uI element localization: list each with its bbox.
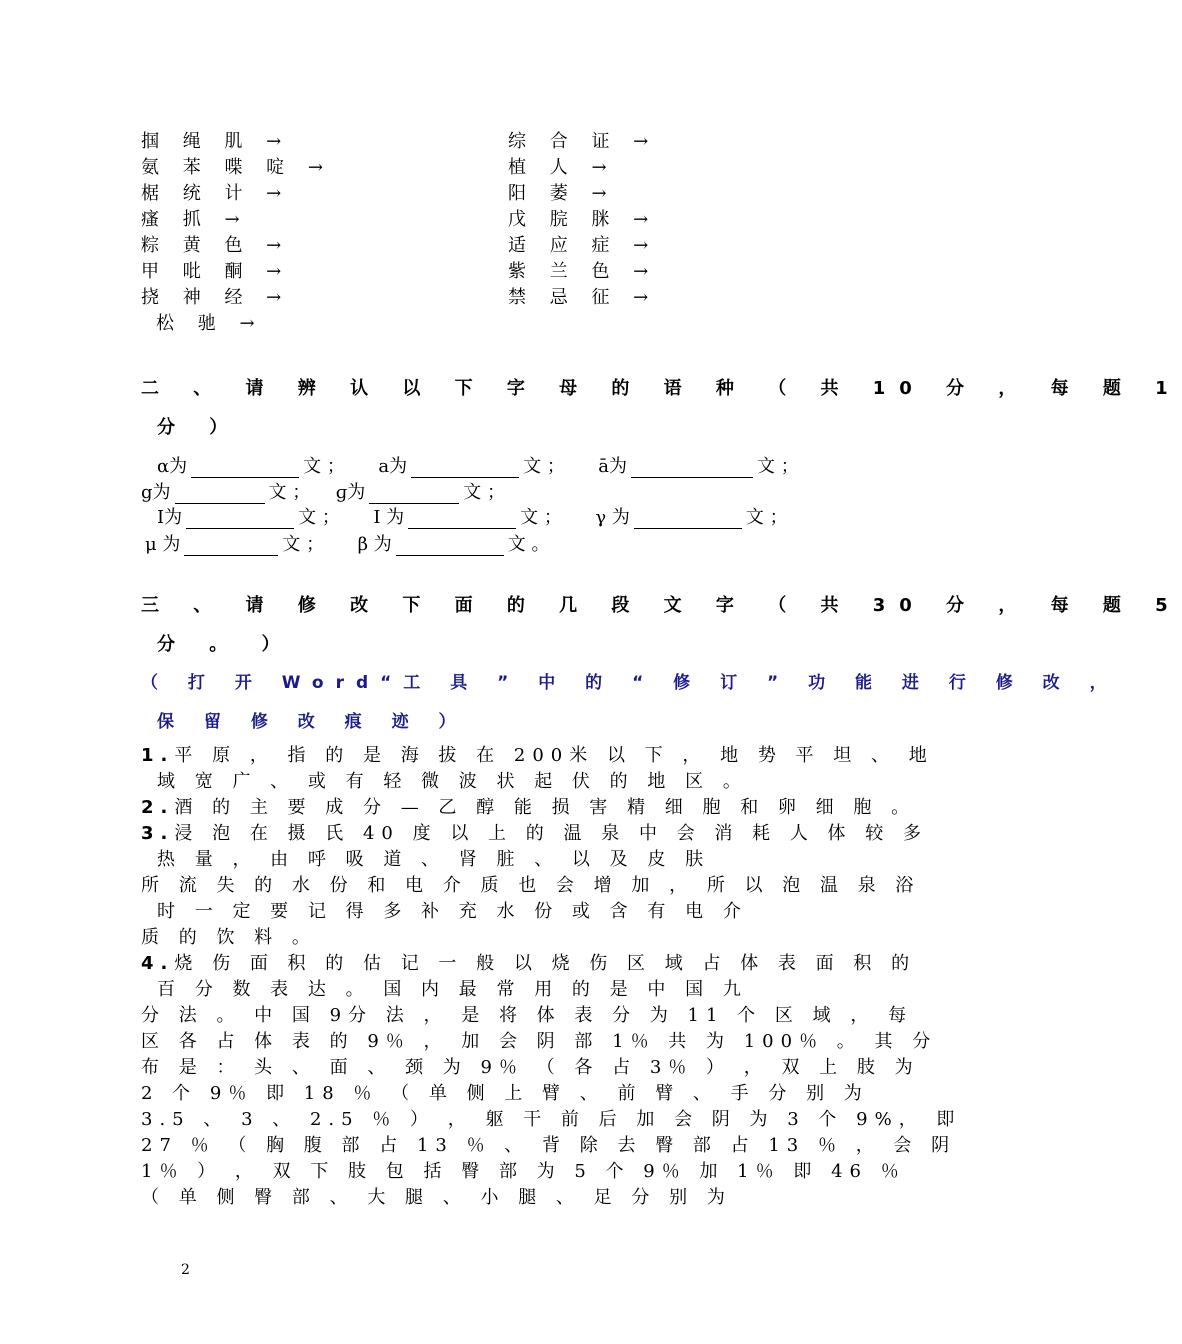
blank-suffix: 文 ； — [523, 456, 565, 477]
blank-prefix: I 为 — [373, 507, 405, 528]
paragraph-line: 质 的 饮 料 。 — [141, 927, 317, 948]
term-item: 掴 绳 肌 → — [141, 131, 291, 152]
paragraph-line: （ 单 侧 臀 部 、 大 腿 、 小 腿 、 足 分 别 为 — [141, 1187, 732, 1208]
paragraph-line: 3.5 、 3 、 2.5 ％ ） ， 躯 干 前 后 加 会 阴 为 3 个 9%， 即 — [141, 1109, 962, 1130]
answer-blank[interactable] — [369, 485, 459, 504]
answer-blank[interactable] — [411, 459, 519, 478]
blank-prefix: ɡ为 — [335, 482, 366, 503]
blank-prefix: a为 — [378, 456, 408, 477]
paragraph-line: 布 是 ： 头 、 面 、 颈 为 9％ （ 各 占 3％ ） ， 双 上 肢 为 — [141, 1057, 920, 1078]
blank-suffix: 文 ； — [303, 456, 345, 477]
blank-row-2 — [141, 478, 505, 504]
section3-heading-line1: 三 、 请 修 改 下 面 的 几 段 文 字 （ 共 30 分 ， 每 题 5 — [141, 595, 1182, 616]
term-item: 戊 脘 脒 → — [508, 209, 658, 230]
item-number: 1. — [141, 745, 175, 766]
paragraph-4 — [141, 951, 962, 1211]
blank-suffix: 文 ； — [757, 456, 799, 477]
blank-prefix: γ 为 — [595, 507, 630, 528]
paragraph-line: 分 法 。 中 国 9分 法 ， 是 将 体 表 分 为 11 个 区 域 ， 每 — [141, 1005, 914, 1026]
page-number: 2 — [181, 1262, 190, 1278]
term-item: 阳 萎 → — [508, 183, 616, 204]
blank-row-4 — [145, 530, 550, 556]
term-item: 椐 统 计 → — [141, 183, 291, 204]
blank-prefix: α为 — [157, 456, 188, 477]
paragraph-line: 域 宽 广 、 或 有 轻 微 波 状 起 伏 的 地 区 。 — [157, 771, 748, 792]
section3-heading-line2: 分 。 ） — [157, 634, 294, 655]
item-number: 3. — [141, 823, 175, 844]
paragraph-1 — [141, 743, 934, 795]
answer-blank[interactable] — [396, 537, 504, 556]
blank-row-1 — [157, 452, 799, 478]
term-item: 植 人 → — [508, 157, 616, 178]
term-item: 粽 黄 色 → — [141, 235, 291, 256]
answer-blank[interactable] — [175, 485, 265, 504]
paragraph-line: 1％ ） ， 双 下 肢 包 括 臀 部 为 5 个 9％ 加 1％ 即 46 ％ — [141, 1161, 906, 1182]
term-item: 松 驰 → — [156, 313, 264, 334]
item-number: 4. — [141, 953, 175, 974]
paragraph-line: 区 各 占 体 表 的 9％ ， 加 会 阴 部 1％ 共 为 100％ 。 其 分 — [141, 1031, 938, 1052]
paragraph-line: 27 ％ （ 胸 腹 部 占 13 ％ 、 背 除 去 臀 部 占 13 ％ ， 会 阴 — [141, 1135, 957, 1156]
term-list-right — [508, 129, 657, 311]
blank-suffix: 文 ； — [745, 507, 788, 528]
term-item: 挠 神 经 → — [141, 287, 291, 308]
item-number: 2. — [141, 797, 175, 818]
answer-blank[interactable] — [408, 510, 516, 529]
paragraph-list — [141, 743, 962, 1211]
paragraph-line: 所 流 失 的 水 份 和 电 介 质 也 会 增 加 ， 所 以 泡 温 泉 浴 — [141, 875, 921, 896]
blank-suffix: 文 ； — [463, 482, 505, 503]
term-item: 紫 兰 色 → — [508, 261, 658, 282]
blank-suffix: 文 ； — [282, 534, 325, 555]
paragraph-line: 热 量 ， 由 呼 吸 道 、 肾 脏 、 以 及 皮 肤 — [157, 849, 711, 870]
paragraph-line: 2 个 9％ 即 18 ％ （ 单 侧 上 臂 、 前 臂 、 手 分 别 为 — [141, 1083, 869, 1104]
blank-suffix: 文 ； — [268, 482, 311, 503]
section2-heading-line2: 分 ） — [157, 417, 242, 438]
answer-blank[interactable] — [184, 537, 278, 556]
blank-suffix: 文 ； — [298, 507, 340, 528]
paragraph-line: 酒 的 主 要 成 分 — 乙 醇 能 损 害 精 细 胞 和 卵 细 胞 。 — [174, 797, 917, 818]
paragraph-line: 时 一 定 要 记 得 多 补 充 水 份 或 含 有 电 介 — [157, 901, 748, 922]
blank-prefix: μ 为 — [145, 534, 181, 555]
blank-prefix: β 为 — [357, 534, 392, 555]
blank-prefix: Ⅰ为 — [157, 507, 183, 528]
blank-prefix: g为 — [141, 482, 171, 503]
answer-blank[interactable] — [634, 510, 742, 529]
answer-blank[interactable] — [191, 459, 299, 478]
section3-note-line2: 保 留 修 改 痕 迹 ） — [157, 712, 468, 732]
blank-suffix: 文 ； — [520, 507, 562, 528]
term-item: 瘙 抓 → — [141, 209, 249, 230]
term-item: 禁 忌 征 → — [508, 287, 658, 308]
term-item: 综 合 证 → — [508, 131, 658, 152]
paragraph-line: 浸 泡 在 摄 氏 40 度 以 上 的 温 泉 中 会 消 耗 人 体 较 多 — [174, 823, 928, 844]
paragraph-line: 烧 伤 面 积 的 估 记 一 般 以 烧 伤 区 域 占 体 表 面 积 的 — [174, 953, 917, 974]
section3-note-line1: （ 打 开 Word“工 具 ” 中 的 “ 修 订 ” 功 能 进 行 修 改 ， — [141, 673, 1119, 693]
paragraph-line: 百 分 数 表 达 。 国 内 最 常 用 的 是 中 国 九 — [157, 979, 748, 1000]
term-item: 氨 苯 喋 啶 → — [141, 157, 332, 178]
paragraph-3 — [141, 821, 928, 951]
paragraph-line: 平 原 ， 指 的 是 海 拔 在 200米 以 下 ， 地 势 平 坦 、 地 — [174, 745, 934, 766]
paragraph-2 — [141, 795, 917, 821]
blank-row-3 — [157, 503, 788, 529]
term-item: 甲 吡 酮 → — [141, 261, 291, 282]
answer-blank[interactable] — [186, 510, 294, 529]
term-item: 适 应 症 → — [508, 235, 658, 256]
term-list-left — [141, 129, 332, 337]
section2-heading-line1: 二 、 请 辨 认 以 下 字 母 的 语 种 （ 共 10 分 ， 每 题 1 — [141, 378, 1182, 399]
blank-suffix: 文 。 — [507, 534, 550, 555]
blank-prefix: ā为 — [598, 456, 628, 477]
answer-blank[interactable] — [631, 459, 753, 478]
